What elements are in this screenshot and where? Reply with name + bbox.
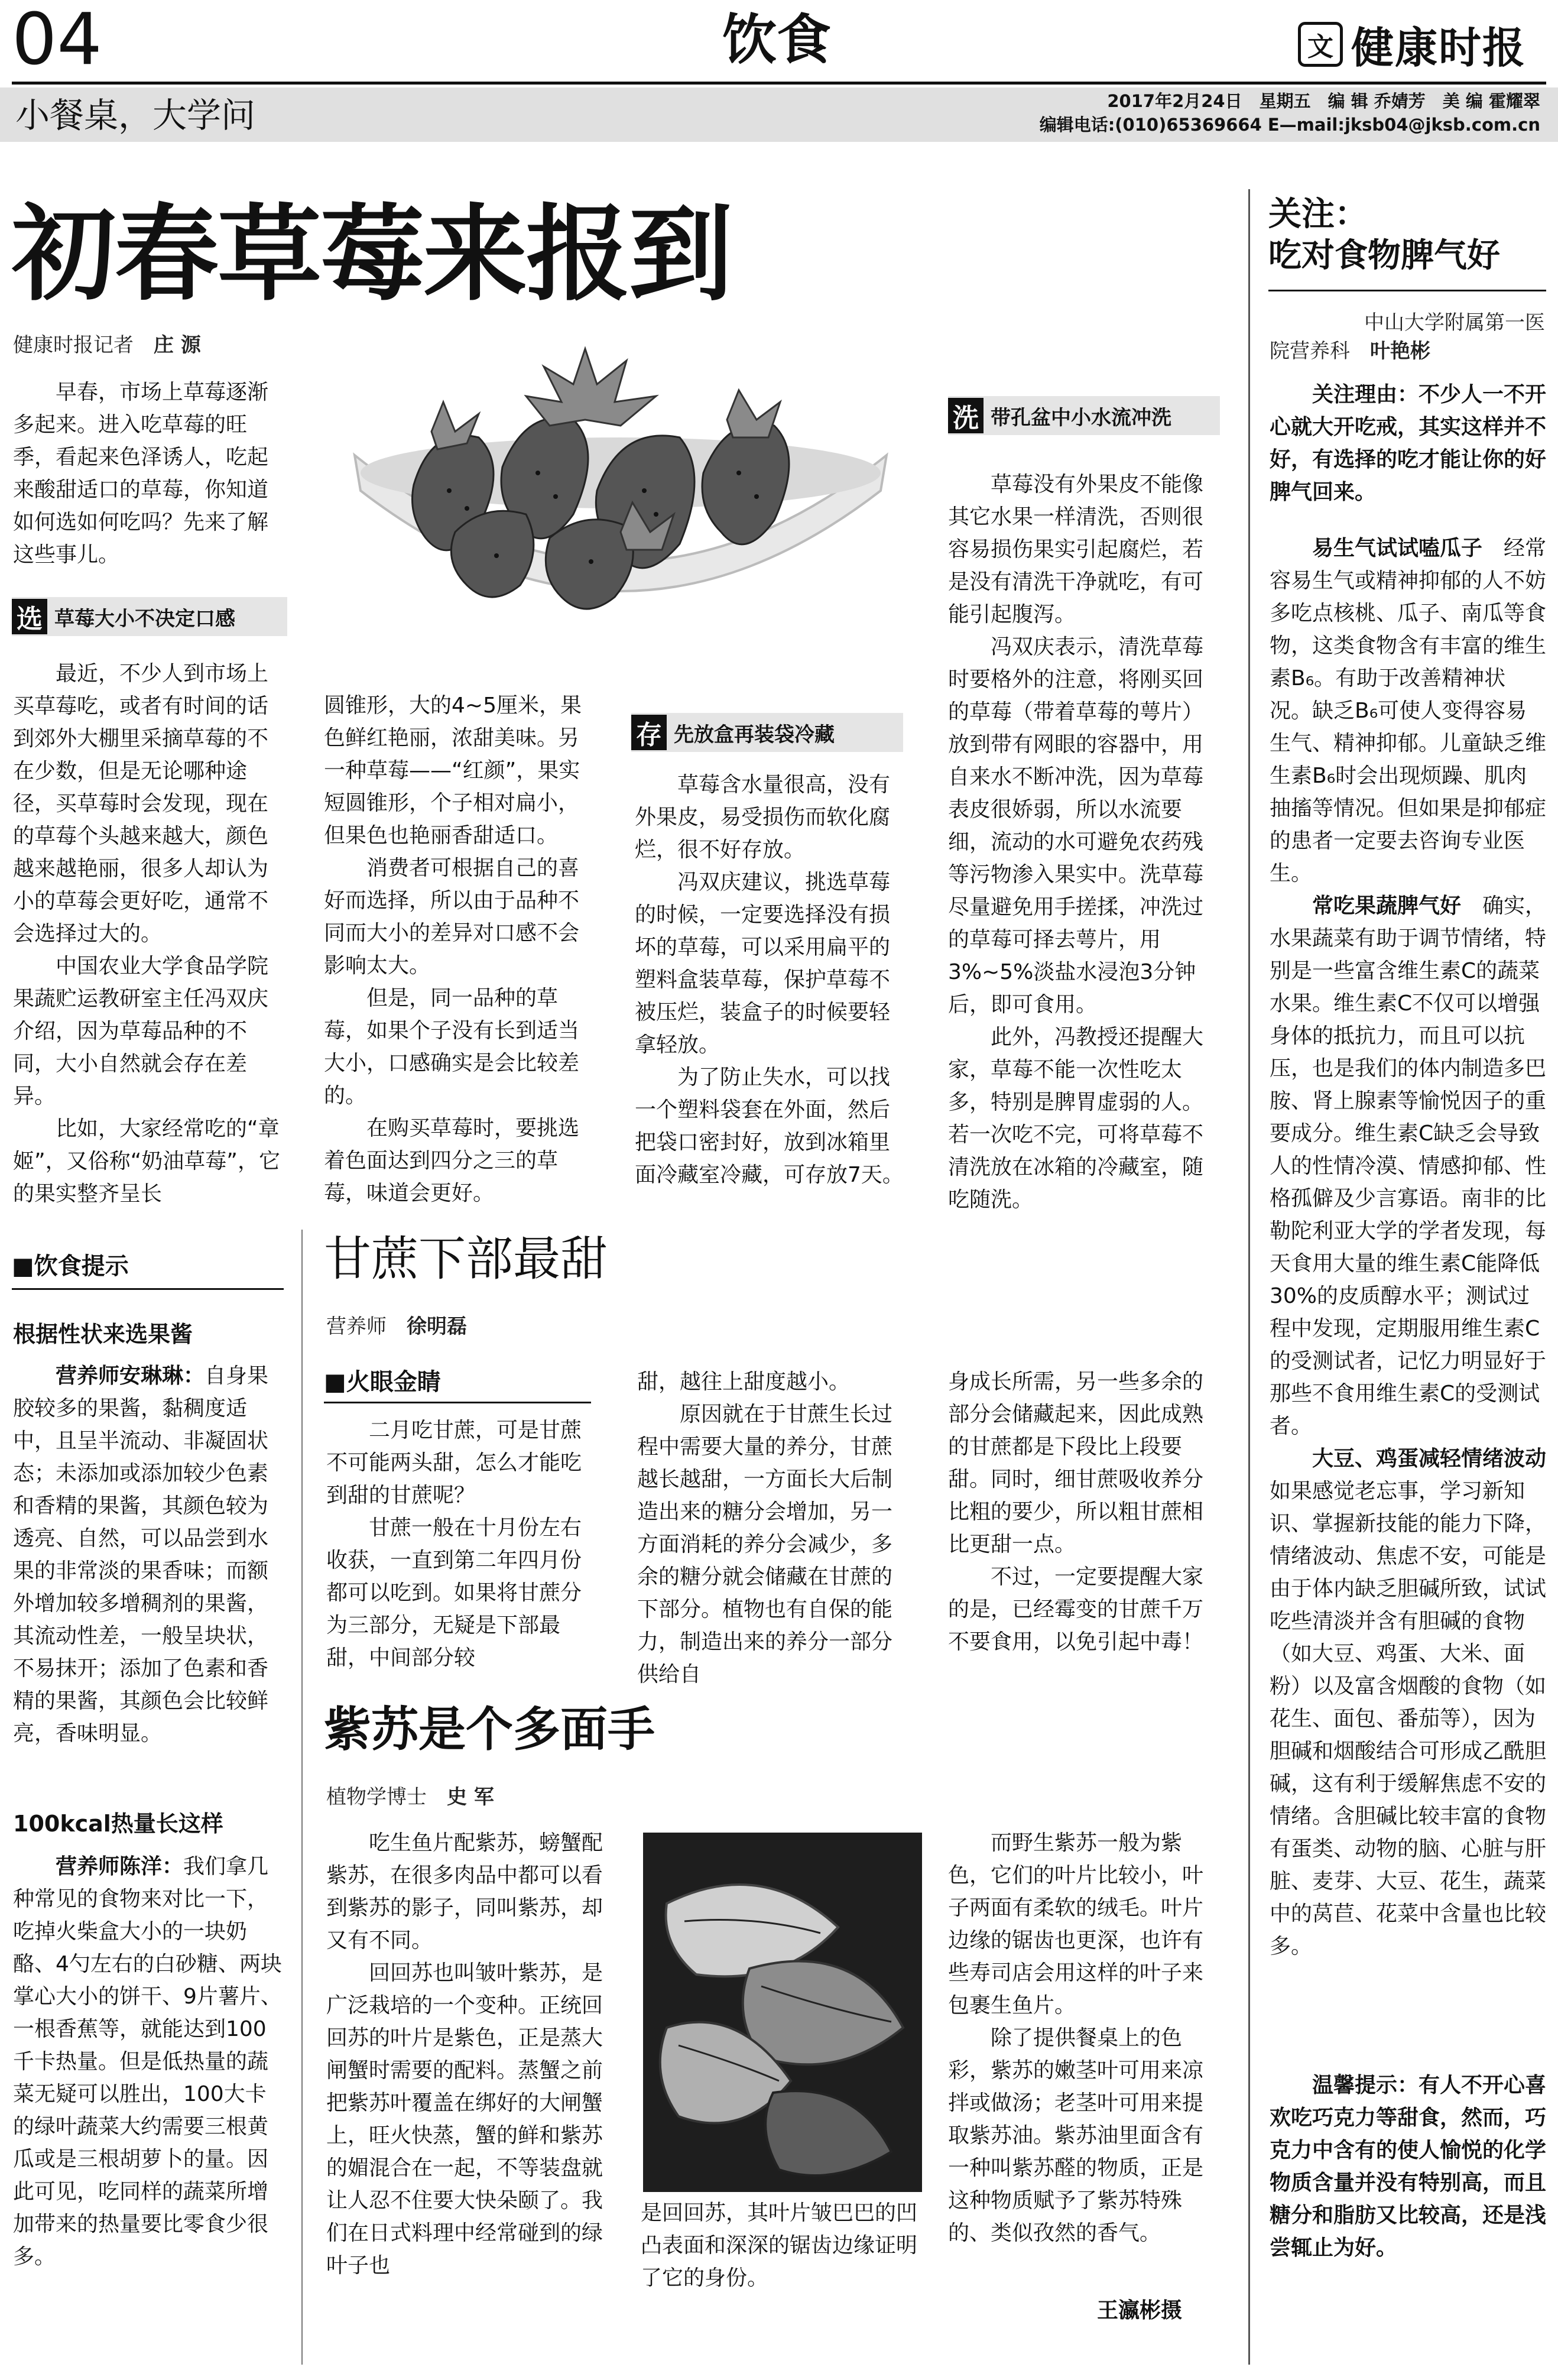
tips-lead: 营养师陈洋： bbox=[56, 1854, 184, 1879]
right-byline-1: 中山大学附属第一医 bbox=[1364, 311, 1545, 335]
byline-label: 院营养科 bbox=[1270, 339, 1350, 363]
zisu-paragraph: 回回苏也叫皱叶紫苏，是广泛栽培的一个变种。正统回回苏的叶片是紫色，正是蒸大闸蟹时需要的配料。蒸蟹之前把紫苏叶覆盖在绑好的大闸蟹上，旺火快蒸，蟹的鲜和紫苏的媚混合在一起，不等装盘就让人忍不住要大快朵颐了。我们在日式料理中经常碰到的绿叶子也 bbox=[326, 1961, 603, 2278]
zisu-col3 bbox=[948, 1827, 1222, 2249]
paper-name: 健康时报 bbox=[1351, 23, 1527, 73]
right-paragraph bbox=[1270, 1442, 1547, 1963]
col2-paragraph: 但是，同一品种的草莓，如果个子没有长到适当大小，口感确实是会比较差的。 bbox=[324, 986, 580, 1108]
byline-name: 叶艳彬 bbox=[1370, 339, 1430, 363]
ganzhe-paragraph: 二月吃甘蔗，可是甘蔗不可能两头甜，怎么才能吃到甜的甘蔗呢？ bbox=[326, 1418, 582, 1507]
tips-heading: ■饮食提示 bbox=[12, 1247, 284, 1290]
page-number: 04 bbox=[12, 0, 102, 81]
tips-sub2: 100kcal热量长这样 bbox=[13, 1811, 223, 1837]
ganzhe-col1 bbox=[326, 1414, 599, 1674]
cun-section-bar bbox=[631, 713, 903, 752]
warm-tip-text: 温馨提示：有人不开心喜欢吃巧克力等甜食，然而，巧克力中含有的使人愉悦的化学物质含量并没有特别高，而且糖分和脂肪又比较高，还是浅尝辄止为好。 bbox=[1270, 2073, 1547, 2260]
zisu-paragraph: 吃生鱼片配紫苏，螃蟹配紫苏，在很多肉品中都可以看到紫苏的影子，同叫紫苏，却又有不同。 bbox=[326, 1831, 603, 1953]
byline-name: 徐明磊 bbox=[407, 1315, 467, 1338]
xi-paragraph: 草莓没有外果皮不能像其它水果一样清洗，否则很容易损伤果实引起腐烂，若是没有清洗干净就吃，有可能引起腹泻。 bbox=[948, 472, 1204, 627]
section-title: 饮食 bbox=[722, 8, 832, 72]
xi-section-bar bbox=[948, 396, 1220, 435]
right-title-2: 吃对食物脾气好 bbox=[1268, 236, 1500, 275]
header-meta-date: 2017年2月24日 星期五 编 辑 乔婧芳 美 编 霍耀翠 bbox=[1107, 91, 1540, 111]
zisu-caption bbox=[641, 2197, 922, 2294]
xi-body bbox=[948, 468, 1222, 1216]
right-lead: 常吃果蔬脾气好 bbox=[1312, 894, 1462, 918]
cun-paragraph: 草莓含水量很高，没有外果皮，易受损伤而软化腐烂，很不好存放。 bbox=[635, 773, 891, 862]
xuan-paragraph: 比如，大家经常吃的“章姬”，又俗称“奶油草莓”，它的果实整齐呈长 bbox=[13, 1117, 280, 1206]
ganzhe-paragraph: 甜，越往上甜度越小。 bbox=[637, 1370, 851, 1394]
xi-paragraph: 冯双庆表示，清洗草莓时要格外的注意，将刚买回的草莓（带着草莓的萼片）放到带有网眼的容器中，用自来水不断冲洗，因为草莓表皮很娇弱，所以水流要细，流动的水可避免农药残等污物渗入果实中。洗草莓尽量避免用手搓揉，冲洗过的草莓可择去萼片，用3%~5%淡盐水浸泡3分钟后，即可食用。 bbox=[948, 635, 1204, 1017]
zisu-title: 紫苏是个多面手 bbox=[324, 1702, 655, 1757]
zisu-paragraph: 除了提供餐桌上的色彩，紫苏的嫩茎叶可用来凉拌或做汤；老茎叶可用来提取紫苏油。紫苏油里面含有一种叫紫苏醛的物质，正是这种物质赋予了紫苏特殊的、类似孜然的香气。 bbox=[948, 2026, 1204, 2245]
strawberry-bowl-image bbox=[349, 337, 892, 644]
right-reason bbox=[1270, 378, 1547, 508]
ganzhe-paragraph: 身成长所需，另一些多余的部分会储藏起来，因此成熟的甘蔗都是下段比上段要甜。同时，细甘蔗吸收养分比粗的要少，所以粗甘蔗相比更甜一点。 bbox=[948, 1370, 1204, 1557]
cun-title: 先放盒再装袋冷藏 bbox=[674, 722, 835, 747]
right-text: 如果感觉老忘事，学习新知识、掌握新技能的能力下降，情绪波动、焦虑不安，可能是由于体内缺乏胆碱所致，试试吃些清淡并含有胆碱的食物（如大豆、鸡蛋、大米、面粉）以及富含烟酸的食物（如花生、面包、番茄等），因为胆碱和烟酸结合可形成乙酰胆碱，这有利于缓解焦虑不安的情绪。含胆碱比较丰富的食物有蛋类、动物的脑、心脏与肝脏、麦芽、大豆、花生，蔬菜中的莴苣、花菜中含量也比较多。 bbox=[1270, 1479, 1547, 1959]
tips-lead: 营养师安琳琳： bbox=[56, 1364, 205, 1388]
xi-paragraph: 此外，冯教授还提醒大家，草莓不能一次性吃太多，特别是脾胃虚弱的人。若一次吃不完，可将草莓不清洗放在冰箱的冷藏室，随吃随洗。 bbox=[948, 1025, 1204, 1212]
zisu-byline bbox=[326, 1781, 494, 1810]
byline-name: 史 军 bbox=[447, 1785, 494, 1809]
right-title-rule bbox=[1268, 290, 1546, 291]
logo-mark: 文 bbox=[1298, 22, 1343, 67]
right-lead: 易生气试试嗑瓜子 bbox=[1312, 536, 1483, 560]
byline-label: 营养师 bbox=[326, 1315, 387, 1338]
right-byline-2 bbox=[1270, 335, 1430, 364]
right-body bbox=[1270, 532, 1547, 1963]
ganzhe-title: 甘蔗下部最甜 bbox=[324, 1231, 608, 1286]
zisu-col1 bbox=[326, 1827, 603, 2282]
right-paragraph bbox=[1270, 890, 1547, 1442]
main-headline: 初春草莓来报到 bbox=[12, 193, 732, 315]
xuan-paragraph: 中国农业大学食品学院果蔬贮运教研室主任冯双庆介绍，因为草莓品种的不同，大小自然就会存在差异。 bbox=[13, 954, 269, 1108]
perilla-leaf-image bbox=[643, 1833, 922, 2192]
right-column-divider bbox=[1248, 189, 1250, 2365]
main-col2 bbox=[324, 689, 598, 1210]
ganzhe-paragraph: 不过，一定要提醒大家的是，已经霉变的甘蔗千万不要食用，以免引起中毒！ bbox=[948, 1565, 1204, 1654]
tips-divider bbox=[301, 1230, 303, 2365]
col2-paragraph: 消费者可根据自己的喜好而选择，所以由于品种不同而大小的差异对口感不会影响太大。 bbox=[324, 856, 580, 978]
photo-credit: 王瀛彬摄 bbox=[1097, 2298, 1183, 2323]
tips-paragraph bbox=[13, 1850, 286, 2273]
tips-text: 自身果胶较多的果酱，黏稠度适中，且呈半流动、非凝固状态；未添加或添加较少色素和香精的果酱，其颜色较为透亮、自然，可以品尝到水果的非常淡的果香味；而额外增加较多增稠剂的果酱，其流动性差，一般呈块状，不易抹开；添加了色素和香精的果酱，其颜色会比较鲜亮，香味明显。 bbox=[13, 1364, 269, 1746]
ganzhe-paragraph: 甘蔗一般在十月份左右收获，一直到第二年四月份都可以吃到。如果将甘蔗分为三部分，无疑是下部最甜，中间部分较 bbox=[326, 1516, 582, 1670]
zisu-caption-text: 是回回苏，其叶片皱巴巴的凹凸表面和深深的锯齿边缘证明了它的身份。 bbox=[641, 2201, 918, 2290]
paper-logo bbox=[1298, 18, 1526, 71]
right-text: 经常容易生气或精神抑郁的人不妨多吃点核桃、瓜子、南瓜等食物，这类食物含有丰富的维生素B₆。有助于改善精神状况。缺乏B₆可使人变得容易生气、精神抑郁。儿童缺乏维生素B₆时会出现烦躁、肌肉抽搐等情况。但如果是抑郁症的患者一定要去咨询专业医生。 bbox=[1270, 536, 1547, 886]
strawberry-photo bbox=[349, 337, 892, 644]
right-title-1: 关注： bbox=[1268, 195, 1368, 234]
header-rule bbox=[12, 82, 1546, 85]
intro-paragraph: 早春，市场上草莓逐渐多起来。进入吃草莓的旺季，看起来色泽诱人，吃起来酸甜适口的草莓，你知道如何选如何吃吗？先来了解这些事儿。 bbox=[13, 380, 269, 567]
tips-sub2-body bbox=[13, 1850, 286, 2273]
right-warm-tip bbox=[1270, 2069, 1547, 2264]
ganzhe-box-title: ■火眼金睛 bbox=[324, 1363, 591, 1403]
xi-title: 带孔盆中小水流冲洗 bbox=[991, 406, 1171, 430]
xi-tag: 洗 bbox=[948, 398, 984, 433]
byline-label: 植物学博士 bbox=[326, 1785, 427, 1809]
ganzhe-paragraph: 原因就在于甘蔗生长过程中需要大量的养分，甘蔗越长越甜，一方面长大后制造出来的糖分会增加，另一方面消耗的养分会减少，多余的糖分就会储藏在甘蔗的下部分。植物也有自保的能力，制造出来的养分一部分供给自 bbox=[637, 1402, 893, 1687]
cun-tag: 存 bbox=[631, 715, 667, 750]
right-text: 确实，水果蔬菜有助于调节情绪，特别是一些富含维生素C的蔬菜水果。维生素C不仅可以增强身体的抵抗力，而且可以抗压，也是我们的体内制造多巴胺、肾上腺素等愉悦因子的重要成分。维生素C缺乏会导致人的性情冷漠、情感抑郁、性格孤僻及少言寡语。南非的比勒陀利亚大学的学者发现，每天食用大量的维生素C能降低30%的皮质醇水平；测试过程中发现，定期服用维生素C的受测试者，记忆力明显好于那些不食用维生素C的受测试者。 bbox=[1270, 894, 1547, 1438]
xuan-tag: 选 bbox=[12, 599, 47, 634]
ganzhe-col3 bbox=[948, 1366, 1221, 1658]
tips-sub1: 根据性状来选果酱 bbox=[13, 1321, 193, 1347]
tips-paragraph bbox=[13, 1360, 286, 1750]
xuan-paragraph: 最近，不少人到市场上买草莓吃，或者有时间的话到郊外大棚里采摘草莓的不在少数，但是无论哪种途径，买草莓时会发现，现在的草莓个头越来越大，颜色越来越艳丽，很多人却认为小的草莓会更好吃，通常不会选择过大的。 bbox=[13, 662, 269, 946]
column-name: 小餐桌，大学问 bbox=[15, 95, 256, 135]
zisu-paragraph: 而野生紫苏一般为紫色，它们的叶片比较小，叶子两面有柔软的绒毛。叶片边缘的锯齿也更深，也许有些寿司店会用这样的叶子来包裹生鱼片。 bbox=[948, 1831, 1204, 2018]
tips-sub1-body bbox=[13, 1360, 286, 1750]
cun-paragraph: 冯双庆建议，挑选草莓的时候，一定要选择没有损坏的草莓，可以采用扁平的塑料盒装草莓，保护草莓不被压烂，装盒子的时候要轻拿轻放。 bbox=[635, 870, 891, 1057]
header-meta-contact: 编辑电话:(010)65369664 E—mail:jksb04@jksb.com.cn bbox=[1039, 115, 1540, 135]
col2-paragraph: 在购买草莓时，要挑选着色面达到四分之三的草莓，味道会更好。 bbox=[324, 1116, 580, 1205]
col2-paragraph: 圆锥形，大的4~5厘米，果色鲜红艳丽，浓甜美味。另一种草莓——“红颜”，果实短圆锥形，个子相对扁小，但果色也艳丽香甜适口。 bbox=[324, 693, 582, 848]
xuan-body bbox=[13, 657, 286, 1210]
ganzhe-byline bbox=[326, 1310, 467, 1339]
main-byline bbox=[13, 329, 201, 358]
main-intro bbox=[13, 376, 286, 571]
xuan-section-bar bbox=[12, 597, 287, 636]
ganzhe-col2 bbox=[637, 1366, 910, 1691]
reason-text: 关注理由：不少人一不开心就大开吃戒，其实这样并不好，有选择的吃才能让你的好脾气回来。 bbox=[1270, 382, 1547, 504]
xuan-title: 草莓大小不决定口感 bbox=[54, 607, 235, 631]
byline-label: 健康时报记者 bbox=[13, 333, 134, 357]
cun-paragraph: 为了防止失水，可以找一个塑料袋套在外面，然后把袋口密封好，放到冰箱里面冷藏室冷藏，可存放7天。 bbox=[635, 1065, 904, 1187]
byline-name: 庄 源 bbox=[154, 333, 201, 357]
tips-text: 我们拿几种常见的食物来对比一下，吃掉火柴盒大小的一块奶酪、4勺左右的白砂糖、两块掌心大小的饼干、9片薯片、一根香蕉等，就能达到100千卡热量。但是低热量的蔬菜无疑可以胜出，100大卡的绿叶蔬菜大约需要三根黄瓜或是三根胡萝卜的量。因此可见，吃同样的蔬菜所增加带来的热量要比零食少很多。 bbox=[13, 1854, 282, 2269]
right-paragraph bbox=[1270, 532, 1547, 890]
right-lead: 大豆、鸡蛋减轻情绪波动 bbox=[1312, 1447, 1547, 1471]
cun-body bbox=[635, 769, 909, 1191]
zisu-photo bbox=[643, 1833, 922, 2192]
